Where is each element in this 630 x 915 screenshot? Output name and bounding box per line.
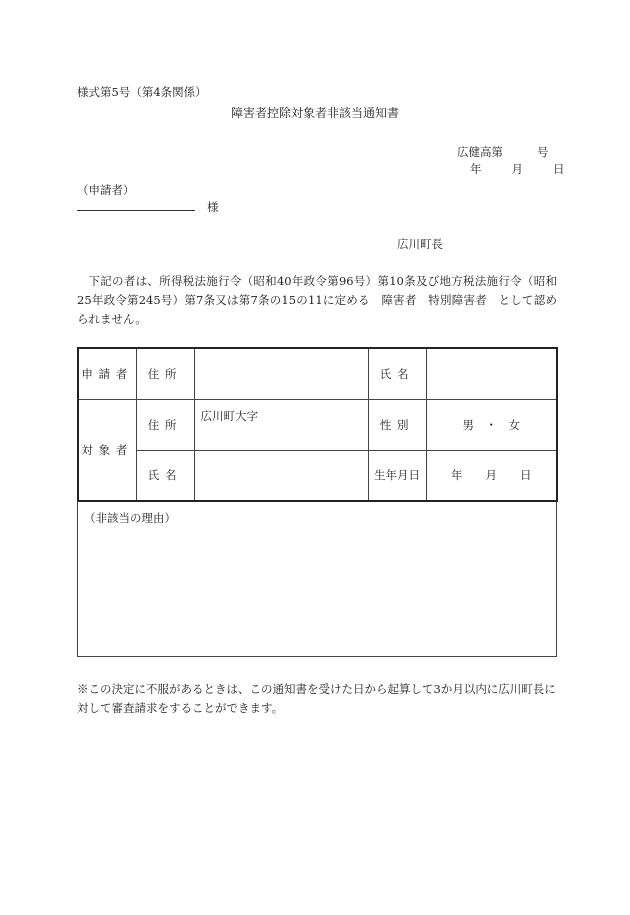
applicant-label: 申請者 — [78, 348, 136, 399]
birthdate-value: 年 月 日 — [426, 450, 557, 501]
applicant-name-value — [426, 348, 557, 399]
doc-number-prefix: 広健高第 — [457, 145, 503, 159]
gender-value: 男 ・ 女 — [426, 399, 557, 450]
subject-label: 対象者 — [78, 399, 136, 501]
info-table — [77, 347, 558, 502]
issuer: 広川町長 — [397, 237, 443, 251]
doc-number-suffix: 号 — [537, 145, 549, 159]
reason-label: （非該当の理由） — [84, 511, 176, 525]
table-row-applicant — [78, 348, 557, 399]
honorific: 様 — [207, 200, 219, 214]
birthdate-label: 生年月日 — [368, 450, 426, 501]
form-number: 様式第5号（第4条関係） — [77, 85, 207, 99]
document-number — [457, 144, 549, 160]
applicant-address-label: 住所 — [136, 348, 194, 399]
applicant-address-value — [194, 348, 368, 399]
applicant-name-line — [77, 210, 195, 211]
applicant-name-label: 氏名 — [368, 348, 426, 399]
body-text: 下記の者は、所得税法施行令（昭和40年政令第96号）第10条及び地方税法施行令（昭和25年政令第245号）第7条又は第7条の15の11に定める 障害者 特別障害者 として認められません。 — [77, 274, 557, 326]
applicant-heading: （申請者） — [77, 183, 135, 197]
document-date — [470, 161, 565, 177]
document-title: 障害者控除対象者非該当通知書 — [230, 106, 399, 120]
table-row-subject-address — [78, 399, 557, 450]
subject-name-label: 氏名 — [136, 450, 194, 501]
gender-label: 性別 — [368, 399, 426, 450]
subject-address-value: 広川町大字 — [194, 399, 368, 450]
subject-address-label: 住所 — [136, 399, 194, 450]
date-month: 月 — [511, 162, 523, 176]
appeal-note: ※この決定に不服があるときは、この通知書を受けた日から起算して3か月以内に広川町長に対して審査請求をすることができます。 — [77, 682, 556, 715]
date-day: 日 — [553, 162, 565, 176]
table-row-subject-name — [78, 450, 557, 501]
subject-name-value — [194, 450, 368, 501]
date-year: 年 — [470, 162, 482, 176]
reason-box — [77, 501, 557, 657]
